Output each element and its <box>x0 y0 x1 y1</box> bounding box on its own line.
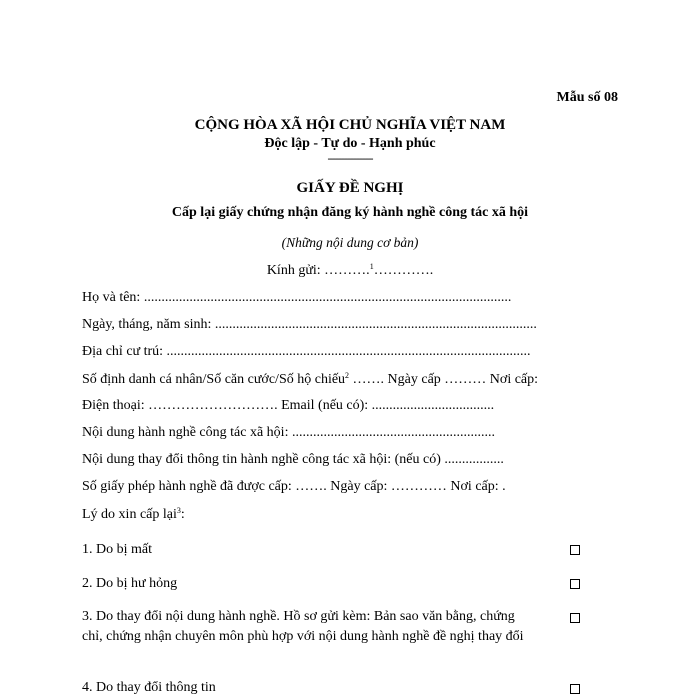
header-rule: --------------- <box>327 151 373 165</box>
reason-label: Lý do xin cấp lại <box>82 507 177 522</box>
recipient-line <box>0 262 700 279</box>
license-field: Số giấy phép hành nghề đã được cấp: ……. Ngày cấp: ………… Nơi cấp: . <box>82 479 506 494</box>
document-note: (Những nội dung cơ bản) <box>281 235 419 250</box>
footnote-marker-3: 3 <box>176 506 181 515</box>
dob-field: Ngày, tháng, năm sinh: ............................................................................................ <box>82 317 537 332</box>
phone-email-field: Điện thoại: ………………………. Email (nếu có): ................................... <box>82 398 495 413</box>
reason-item-damaged: 2. Do bị hư hỏng <box>82 576 178 591</box>
reason-item-lost: 1. Do bị mất <box>82 542 152 557</box>
id-field <box>82 371 602 388</box>
footnote-marker-2: 2 <box>345 371 350 380</box>
reason-checkbox-info-change[interactable] <box>570 684 580 694</box>
reason-heading <box>82 506 542 523</box>
country-name: CỘNG HÒA XÃ HỘI CHỦ NGHĨA VIỆT NAM <box>194 117 506 133</box>
name-field: Họ và tên: ......................................................................................................... <box>82 290 512 305</box>
reason-checkbox-practice-change[interactable] <box>570 613 580 623</box>
id-field-suffix: ……. Ngày cấp ……… Nơi cấp: <box>349 372 539 387</box>
practice-content-field: Nội dung hành nghề công tác xã hội: .......................................................... <box>82 425 495 440</box>
reason-item-practice-change: 3. Do thay đổi nội dung hành nghề. Hồ sơ gửi kèm: Bản sao văn bằng, chứng chỉ, chứng nhận chuyên môn phù hợp với nội dung hành nghề đề nghị thay đổi <box>82 609 524 644</box>
form-number: Mẫu số 08 <box>556 90 618 105</box>
footnote-marker-1: 1 <box>369 262 374 271</box>
address-field: Địa chỉ cư trú: ........................................................................................................ <box>82 344 531 359</box>
recipient-suffix: …………. <box>373 263 434 278</box>
reason-checkbox-lost[interactable] <box>570 545 580 555</box>
document-title: GIẤY ĐỀ NGHỊ <box>296 180 404 196</box>
reason-checkbox-damaged[interactable] <box>570 579 580 589</box>
reason-item-info-change: 4. Do thay đổi thông tin <box>82 680 216 695</box>
recipient-prefix: Kính gửi: ………. <box>266 263 370 278</box>
document-subtitle: Cấp lại giấy chứng nhận đăng ký hành nghề công tác xã hội <box>171 205 529 220</box>
reason-colon: : <box>180 507 185 522</box>
national-motto: Độc lập - Tự do - Hạnh phúc <box>264 136 436 151</box>
change-content-field: Nội dung thay đổi thông tin hành nghề công tác xã hội: (nếu có) ................. <box>82 452 504 467</box>
id-field-label: Số định danh cá nhân/Số căn cước/Số hộ chiếu <box>82 372 346 387</box>
